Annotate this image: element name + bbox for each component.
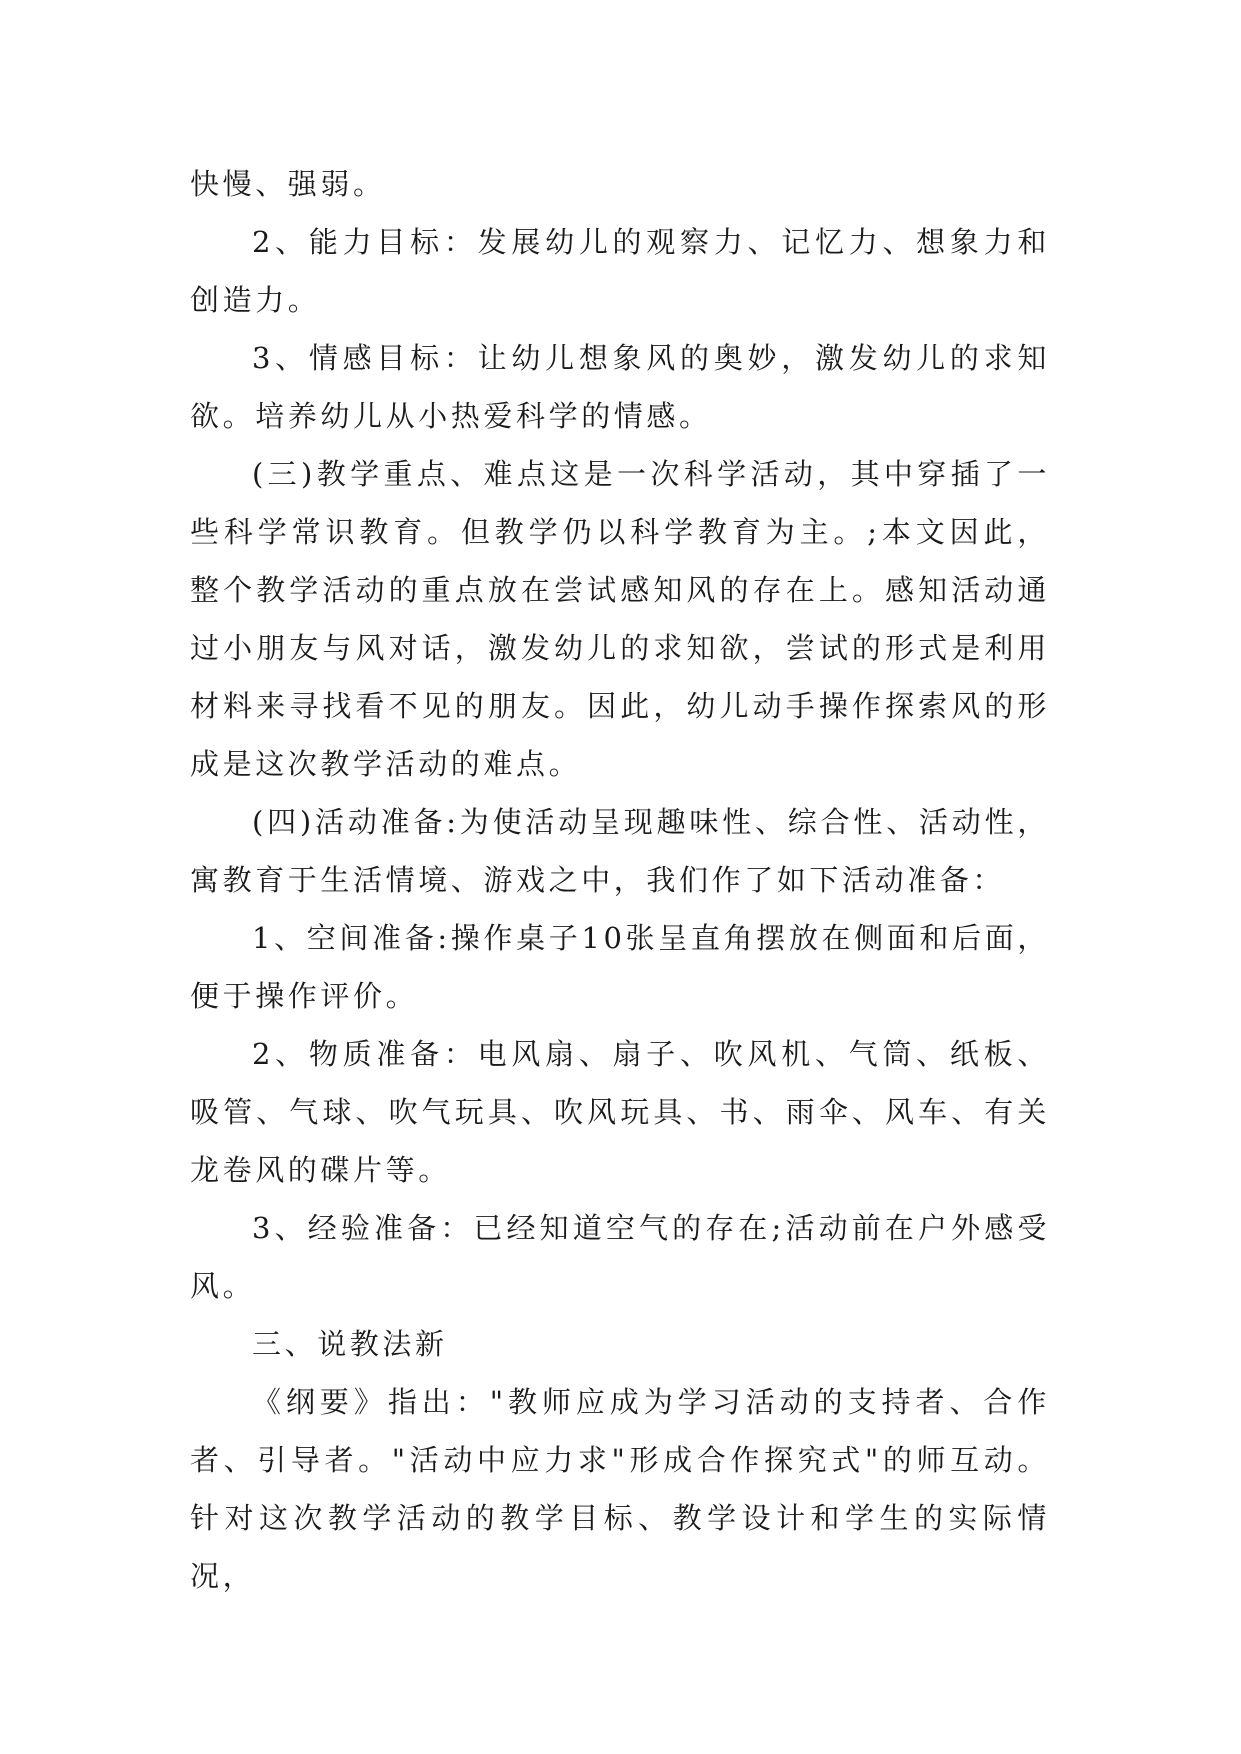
paragraph: 3、经验准备：已经知道空气的存在;活动前在户外感受风。	[190, 1211, 1050, 1303]
paragraph: 快慢、强弱。	[190, 167, 386, 201]
paragraph: 2、能力目标：发展幼儿的观察力、记忆力、想象力和创造力。	[190, 225, 1050, 317]
paragraph: 2、物质准备：电风扇、扇子、吹风机、气筒、纸板、吸管、气球、吹气玩具、吹风玩具、书、雨伞、风车、有关龙卷风的碟片等。	[190, 1037, 1050, 1187]
paragraph: (四)活动准备:为使活动呈现趣味性、综合性、活动性，寓教育于生活情境、游戏之中，我们作了如下活动准备：	[190, 805, 1050, 897]
paragraph: 3、情感目标：让幼儿想象风的奥妙，激发幼儿的求知欲。培养幼儿从小热爱科学的情感。	[190, 341, 1050, 433]
section-heading: 三、说教法新	[252, 1327, 448, 1361]
document-page	[190, 155, 1050, 1605]
paragraph: 《纲要》指出："教师应成为学习活动的支持者、合作者、引导者。"活动中应力求"形成合作探究式"的师互动。针对这次教学活动的教学目标、教学设计和学生的实际情况，	[190, 1385, 1050, 1593]
paragraph: (三)教学重点、难点这是一次科学活动，其中穿插了一些科学常识教育。但教学仍以科学教育为主。;本文因此，整个教学活动的重点放在尝试感知风的存在上。感知活动通过小朋友与风对话，激发幼儿的求知欲，尝试的形式是利用材料来寻找看不见的朋友。因此，幼儿动手操作探索风的形成是这次教学活动的难点。	[190, 457, 1050, 781]
paragraph: 1、空间准备:操作桌子10张呈直角摆放在侧面和后面，便于操作评价。	[190, 921, 1050, 1013]
